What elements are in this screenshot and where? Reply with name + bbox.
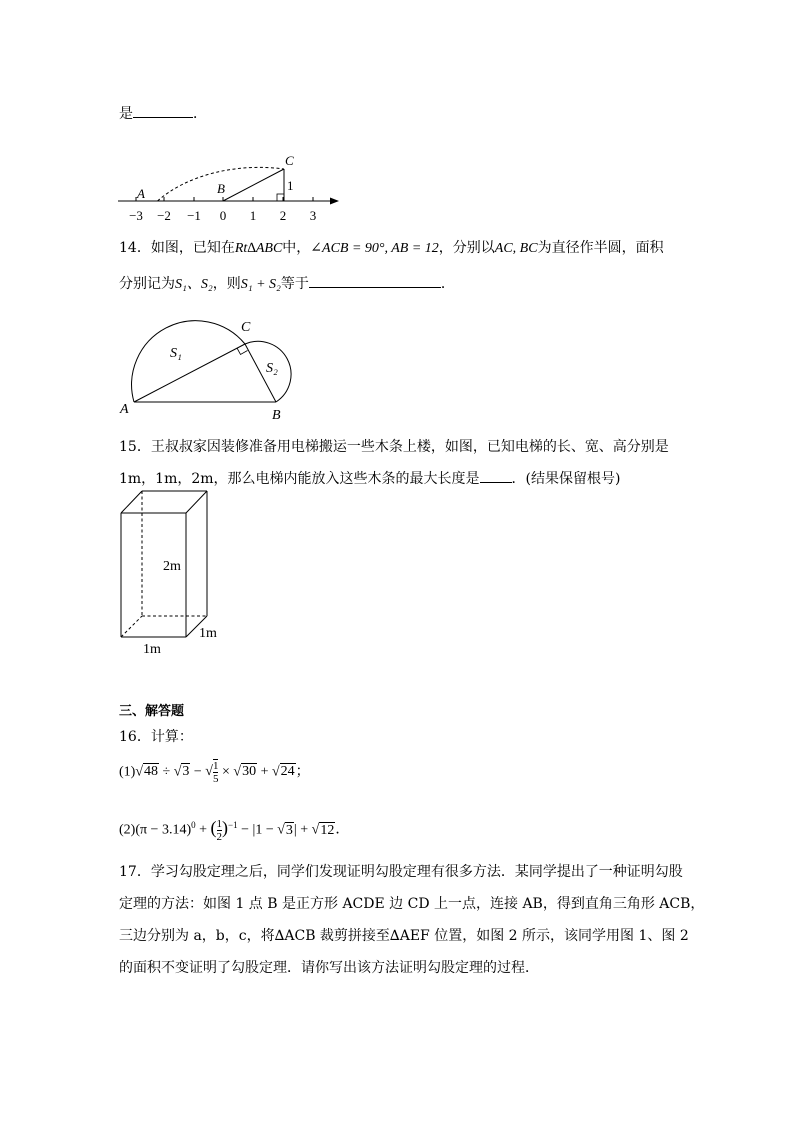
q14-period: ． — [440, 276, 455, 292]
q15-line2-tail: ．(结果保留根号) — [511, 471, 621, 487]
q14-segment-ac — [134, 344, 245, 402]
q14-semicircle-ac — [132, 321, 245, 402]
q13-hypotenuse — [223, 169, 284, 201]
q14-label-c: C — [241, 320, 251, 335]
q13-tick-1: 1 — [249, 208, 257, 223]
q14-line1 — [119, 238, 664, 259]
q15-cuboid-figure — [112, 488, 232, 660]
q17-line-2: 定理的方法：如图 1 点 B 是正方形 ACDE 边 CD 上一点，连接 AB，得到直角三角形 ACB， — [119, 896, 705, 912]
q13-label-c: C — [285, 153, 294, 168]
q14-tail: 为直径作半圆，面积 — [537, 240, 664, 256]
q13-answer-blank[interactable] — [133, 103, 193, 118]
q14-zhong: 中， — [282, 240, 311, 256]
q16-p2-num: (2) — [119, 822, 136, 838]
section3-title: 三、解答题 — [119, 704, 185, 719]
q15-line1: 15．王叔叔家因装修准备用电梯搬运一些木条上楼，如图，已知电梯的长、宽、高分别是 — [119, 439, 669, 455]
q16-p2-abs: |1 − √3| — [252, 822, 297, 838]
q13-label-b: B — [217, 181, 225, 196]
q13-tick-2: 2 — [279, 208, 287, 223]
q13-label-height: 1 — [287, 178, 294, 193]
q16-p1-sqrt3: √3 — [173, 764, 190, 780]
q13-tick-m3: −3 — [129, 208, 143, 223]
q15-line2 — [119, 468, 620, 489]
q14-line2-prefix: 分别记为 — [119, 276, 175, 292]
q13-number-line-figure — [112, 128, 348, 226]
q14-s-names: S₁、S₂ — [175, 277, 213, 292]
q16-part1: (1)√48 ÷ √3 − √ $\frac{1}{5}$ × √30 + √24； — [119, 760, 310, 785]
q17-line-4: 的面积不变证明了勾股定理．请你写出该方法证明勾股定理的过程． — [119, 960, 539, 976]
q13-tick-m2: −2 — [157, 208, 171, 223]
q15-length-label: 1m — [143, 642, 161, 657]
q14-triangle: Rt∆ABC — [234, 241, 283, 256]
q13-tick-m1: −1 — [187, 208, 201, 223]
q16-p1-sqrt30: √30 — [233, 764, 257, 780]
q16-p1-sqrt-frac: √ $\frac{1}{5}$ — [205, 760, 219, 785]
q14-label-s1: S₁ — [170, 346, 182, 361]
q16-part2: $(2)(\pi - 3.14)^0$ + ( $\frac{1}{2}$ )$^{-1}$ − |1 − √3| + √12． — [119, 817, 350, 843]
q17-line-3: 三边分别为 a，b，c，将∆ACB 裁剪拼接至∆AEF 位置，如图 2 所示，该同学用图 1、图 2 — [119, 928, 689, 944]
q13-tail-text: 是 — [119, 106, 133, 122]
q14-label-a: A — [120, 402, 129, 417]
q14-condition: ∠ACB = 90°, AB = 12 — [310, 241, 439, 256]
q16-p1-sqrt24: √24 — [271, 764, 295, 780]
q13-tick-0: 0 — [219, 208, 227, 223]
q14-answer-blank[interactable] — [309, 273, 441, 288]
q16-p2-half: ( — [210, 817, 217, 838]
q16-p1-sqrt48: √48 — [135, 764, 159, 780]
q14-sides: AC, BC — [494, 241, 538, 256]
q17-line-1: 17．学习勾股定理之后，同学们发现证明勾股定理有很多方法．某同学提出了一种证明勾股 — [119, 864, 683, 880]
q15-answer-blank[interactable] — [480, 468, 512, 483]
q15-line2-prefix: 1m，1m，2m，那么电梯内能放入这些木条的最大长度是 — [119, 471, 480, 487]
q14-sum-expression: S₁ + S₂ — [240, 277, 281, 292]
q13-period: ． — [193, 106, 207, 122]
q14-label-s2: S₂ — [266, 361, 278, 376]
q14-line2-tail: 等于 — [280, 276, 309, 292]
q13-axis-arrow — [330, 198, 339, 205]
q16-p1-num: (1) — [119, 764, 136, 780]
q14-semicircles-figure — [112, 302, 302, 424]
q13-tail-line — [119, 103, 207, 124]
q16-p2-sqrt12: √12 — [311, 822, 335, 838]
q14-line2-mid: ，则 — [212, 276, 241, 292]
q13-label-a: A — [137, 186, 145, 201]
q15-height-label: 2m — [163, 559, 181, 574]
q16-title: 16．计算： — [119, 729, 193, 745]
q14-label-b: B — [272, 408, 281, 423]
q14-right-angle-mark — [237, 348, 248, 355]
q15-width-label: 1m — [199, 626, 217, 641]
q14-prefix: 14．如图，已知在 — [119, 240, 235, 256]
q14-mid: ，分别以 — [438, 240, 495, 256]
q14-line2 — [119, 273, 455, 295]
q13-tick-3: 3 — [309, 208, 317, 223]
